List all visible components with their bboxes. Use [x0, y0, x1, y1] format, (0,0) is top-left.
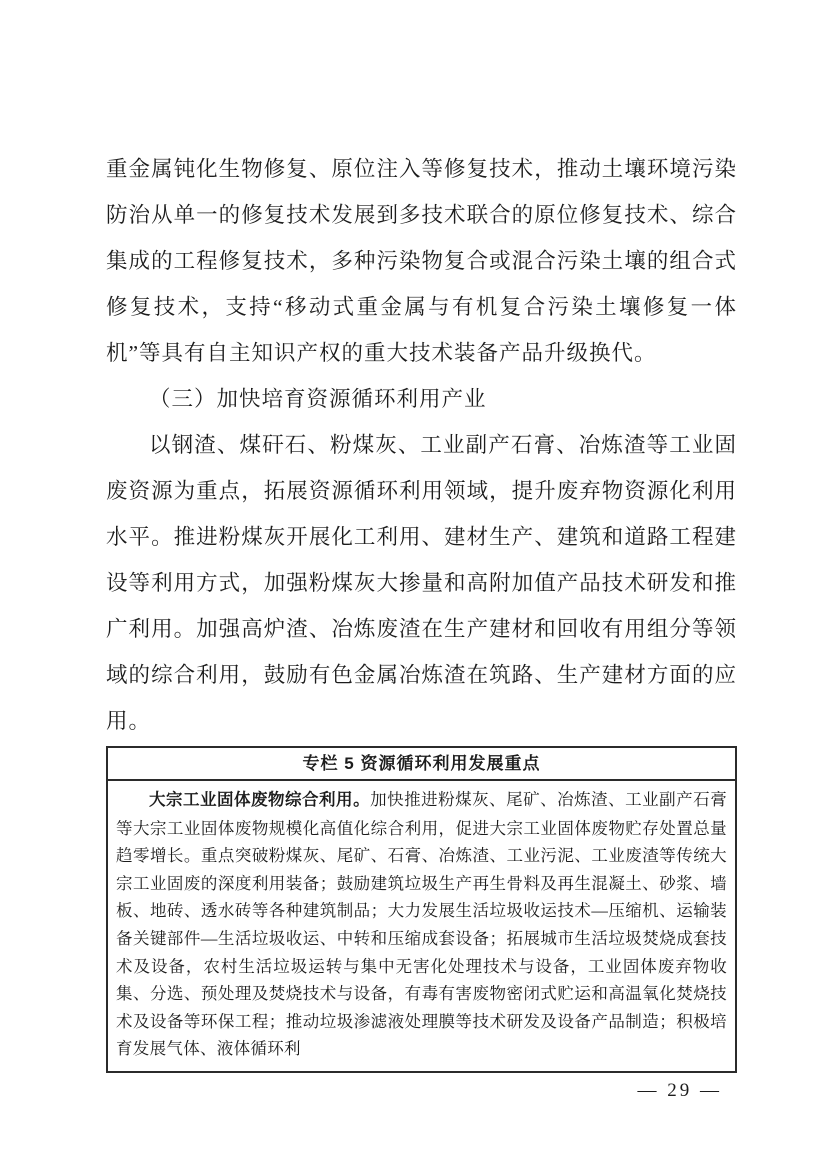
panel-paragraph	[116, 786, 727, 1063]
section-heading: （三）加快培育资源循环利用产业	[149, 387, 487, 411]
page-number: — 29 —	[637, 1080, 722, 1101]
body-paragraph-continuation: 重金属钝化生物修复、原位注入等修复技术，推动土壤环境污染防治从单一的修复技术发展到多技术联合的原位修复技术、综合集成的工程修复技术，多种污染物复合或混合污染土壤的组合式修复技术，支持“移动式重金属与有机复合污染土壤修复一体机”等具有自主知识产权的重大技术装备产品升级换代。	[106, 157, 737, 365]
page-content	[106, 146, 737, 1073]
panel-body	[108, 781, 735, 1071]
highlight-panel	[106, 746, 737, 1073]
body-paragraph: 以钢渣、煤矸石、粉煤灰、工业副产石膏、冶炼渣等工业固废资源为重点，拓展资源循环利用领域，提升废弃物资源化利用水平。推进粉煤灰开展化工利用、建材生产、建筑和道路工程建设等利用方式，加强粉煤灰大掺量和高附加值产品技术研发和推广利用。加强高炉渣、冶炼废渣在生产建材和回收有用组分等领域的综合利用，鼓励有色金属冶炼渣在筑路、生产建材方面的应用。	[106, 433, 737, 733]
panel-lead-bold: 大宗工业固体废物综合利用。	[149, 791, 371, 809]
panel-title: 专栏 5 资源循环利用发展重点	[108, 748, 735, 781]
panel-body-text: 加快推进粉煤灰、尾矿、冶炼渣、工业副产石膏等大宗工业固体废物规模化高值化综合利用，促进大宗工业固体废物贮存处置总量趋零增长。重点突破粉煤灰、尾矿、石膏、冶炼渣、工业污泥、工业废渣等传统大宗工业固废的深度利用装备；鼓励建筑垃圾生产再生骨料及再生混凝土、砂浆、墙板、地砖、透水砖等各种建筑制品；大力发展生活垃圾收运技术—压缩机、运输装备关键部件—生活垃圾收运、中转和压缩成套设备；拓展城市生活垃圾焚烧成套技术及设备，农村生活垃圾运转与集中无害化处理技术与设备，工业固体废弃物收集、分选、预处理及焚烧技术与设备，有毒有害废物密闭式贮运和高温氧化焚烧技术及设备等环保工程；推动垃圾渗滤液处理膜等技术研发及设备产品制造；积极培育发展气体、液体循环利	[116, 790, 727, 1059]
